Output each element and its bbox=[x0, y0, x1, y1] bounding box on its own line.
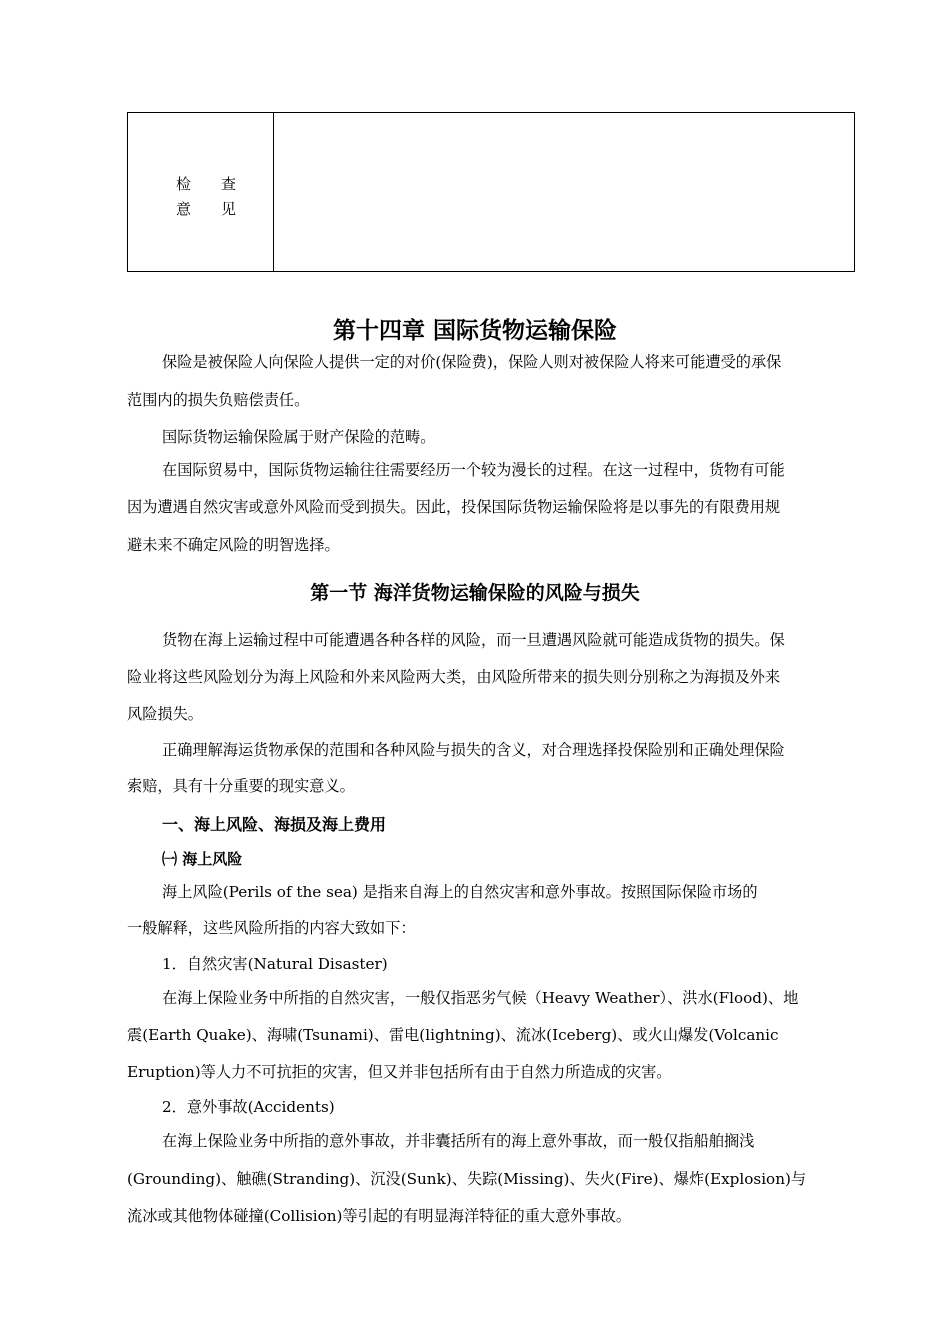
list-item: 1．自然灾害(Natural Disaster) bbox=[162, 955, 388, 973]
list-item: 2．意外事故(Accidents) bbox=[162, 1098, 335, 1116]
paragraph-line: 风险损失。 bbox=[127, 705, 203, 723]
paragraph-line: 保险是被保险人向保险人提供一定的对价(保险费)，保险人则对被保险人将来可能遭受的承保 bbox=[162, 353, 782, 371]
review-label-char: 检 bbox=[176, 175, 192, 193]
paragraph-line: 在海上保险业务中所指的意外事故，并非囊括所有的海上意外事故，而一般仅指船舶搁浅 bbox=[162, 1132, 755, 1150]
heading-level-2: ㈠ 海上风险 bbox=[162, 850, 243, 868]
paragraph-line: 索赔，具有十分重要的现实意义。 bbox=[127, 777, 355, 795]
paragraph-line: 正确理解海运货物承保的范围和各种风险与损失的含义，对合理选择投保险别和正确处理保险 bbox=[162, 741, 785, 759]
section-title: 第一节 海洋货物运输保险的风险与损失 bbox=[310, 582, 640, 604]
review-label-cell bbox=[128, 113, 274, 271]
paragraph-line: 一般解释，这些风险所指的内容大致如下： bbox=[127, 919, 416, 937]
review-label-char: 查 bbox=[220, 175, 236, 193]
paragraph-line: 国际货物运输保险属于财产保险的范畴。 bbox=[162, 428, 436, 446]
chapter-title: 第十四章 国际货物运输保险 bbox=[332, 317, 617, 344]
review-label-char: 见 bbox=[220, 200, 236, 218]
paragraph-line: 流冰或其他物体碰撞(Collision)等引起的有明显海洋特征的重大意外事故。 bbox=[127, 1207, 632, 1225]
paragraph-line: 货物在海上运输过程中可能遭遇各种各样的风险，而一旦遭遇风险就可能造成货物的损失。保 bbox=[162, 631, 785, 649]
paragraph-line: 震(Earth Quake)、海啸(Tsunami)、雷电(lightning)、流冰(Iceberg)、或火山爆发(Volcanic bbox=[127, 1026, 779, 1044]
paragraph-line: Eruption)等人力不可抗拒的灾害，但又并非包括所有由于自然力所造成的灾害。 bbox=[127, 1063, 672, 1081]
review-label-char: 意 bbox=[176, 200, 192, 218]
paragraph-line: 在海上保险业务中所指的自然灾害，一般仅指恶劣气候（Heavy Weather）、洪水(Flood)、地 bbox=[162, 989, 799, 1007]
paragraph-line: 海上风险(Perils of the sea) 是指来自海上的自然灾害和意外事故。按照国际保险市场的 bbox=[162, 883, 758, 901]
paragraph-line: 在国际贸易中，国际货物运输往往需要经历一个较为漫长的过程。在这一过程中，货物有可能 bbox=[162, 461, 785, 479]
paragraph-line: (Grounding)、触礁(Stranding)、沉没(Sunk)、失踪(Missing)、失火(Fire)、爆炸(Explosion)与 bbox=[127, 1170, 807, 1188]
heading-level-1: 一、海上风险、海损及海上费用 bbox=[162, 815, 387, 834]
review-label-line1 bbox=[176, 173, 236, 194]
paragraph-line: 因为遭遇自然灾害或意外风险而受到损失。因此，投保国际货物运输保险将是以事先的有限费用规 bbox=[127, 498, 781, 516]
paragraph-line: 范围内的损失负赔偿责任。 bbox=[127, 391, 310, 409]
paragraph-line: 避未来不确定风险的明智选择。 bbox=[127, 536, 340, 554]
paragraph-line: 险业将这些风险划分为海上风险和外来风险两大类，由风险所带来的损失则分别称之为海损及外来 bbox=[127, 668, 781, 686]
review-label-line2 bbox=[176, 198, 236, 219]
review-opinion-table bbox=[127, 112, 855, 272]
